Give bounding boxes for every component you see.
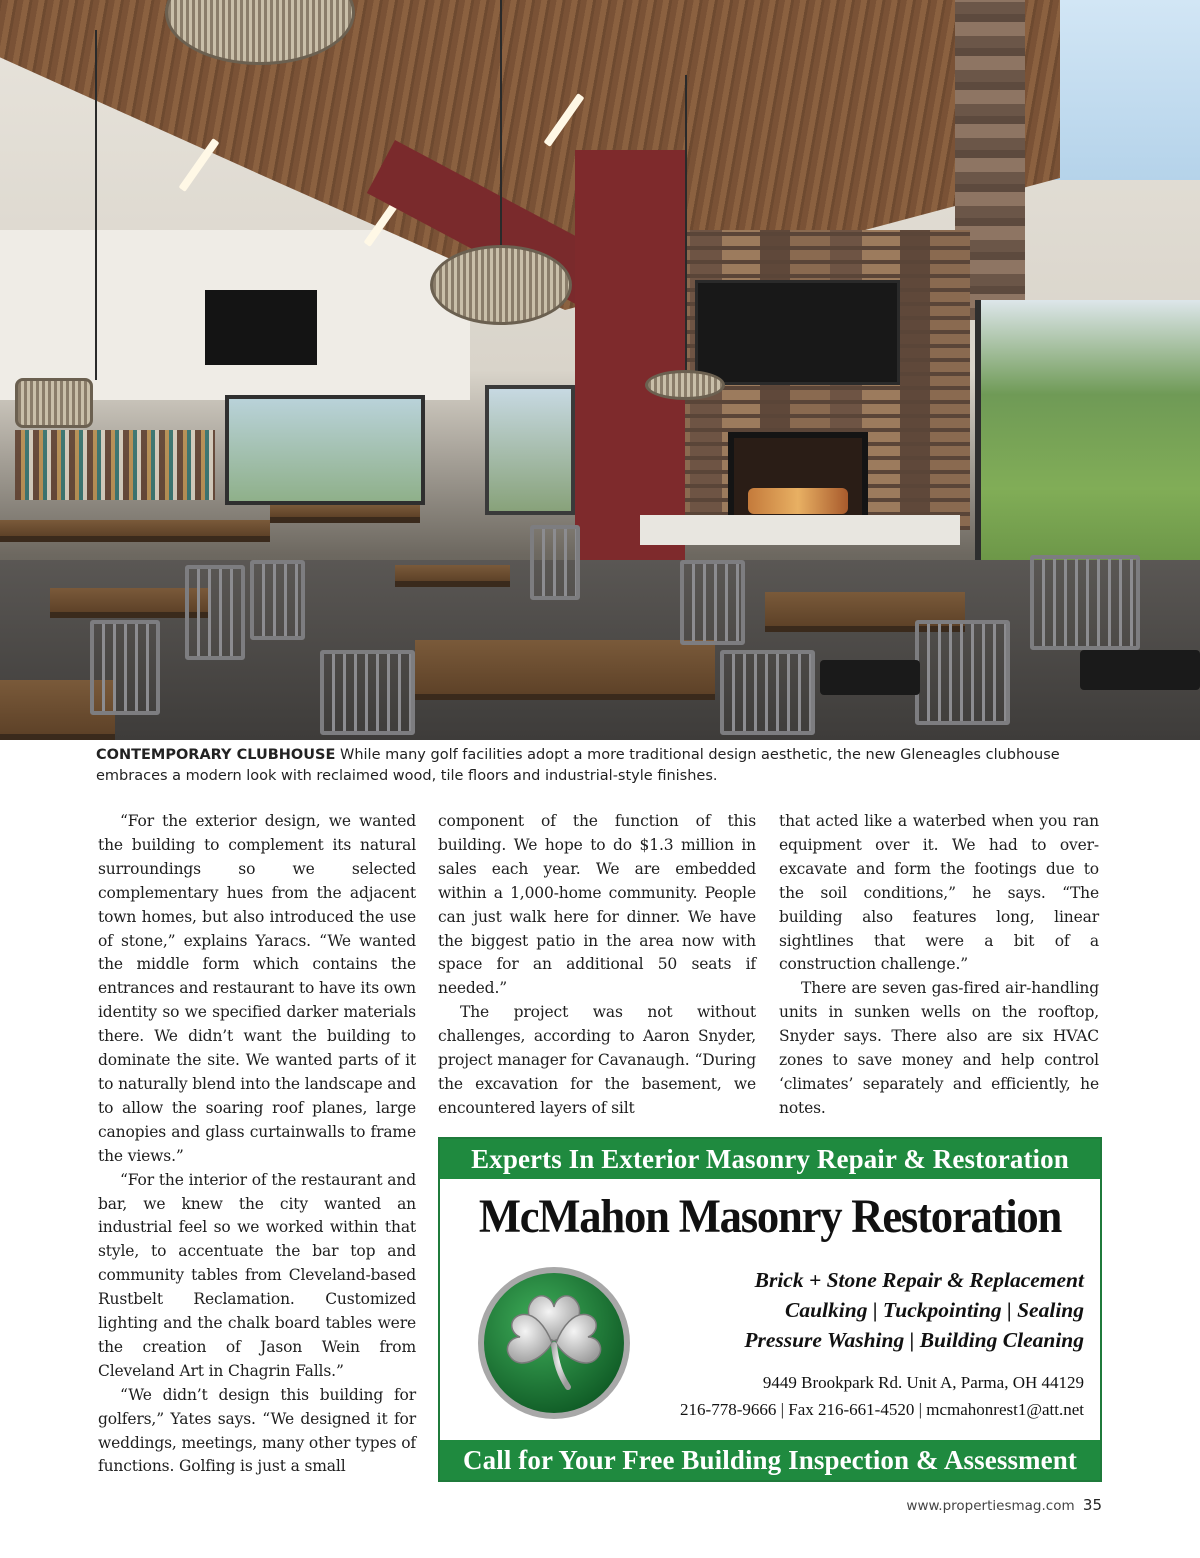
bar-shelf (15, 430, 215, 500)
mcmahon-masonry-ad[interactable] (438, 1137, 1102, 1482)
ad-company-name: McMahon Masonry Restoration (478, 1190, 1062, 1243)
article-paragraph: There are seven gas-fired air-handling units in sunken wells on the rooftop, Snyder says. There also are six HVAC zones to save money and help control ‘climates’ separately and efficiently, he notes. (779, 979, 1099, 1117)
community-table (270, 505, 420, 523)
dining-chair (320, 650, 415, 735)
dining-table (395, 565, 510, 587)
page-footer (906, 1496, 1102, 1514)
article-paragraph: “For the exterior design, we wanted the building to complement its natural surroundings so we selected complementary hues from the adjacent town homes, but also introduced the use of stone,” explains Yaracs. “We wanted the middle form which contains the entrances and restaurant to have its own identity so we specified darker materials there. We didn’t want the building to dominate the site. We wanted parts of it to naturally blend into the landscape and to allow the soaring roof planes, large canopies and glass curtainwalls to frame the views.” (98, 812, 416, 1165)
ad-service-line: Caulking | Tuckpointing | Sealing (785, 1298, 1084, 1322)
fireplace-tv (695, 280, 900, 385)
golf-course-window (975, 300, 1200, 570)
article-paragraph: “For the interior of the restaurant and bar, we knew the city wanted an industrial feel so we worked within that style, to accentuate the bar top and community tables from Cleveland-based Rustbelt Reclamation. Customized lighting and the chalk board tables were the creation of Jason Wein from Cleveland Art in Chagrin Falls.” (98, 1170, 416, 1380)
dining-chair (90, 620, 160, 715)
clubhouse-interior-photo (0, 0, 1200, 740)
ad-address: 9449 Brookpark Rd. Unit A, Parma, OH 44129 (762, 1373, 1084, 1392)
page-number: 35 (1082, 1496, 1102, 1514)
article-paragraph: component of the function of this building. We hope to do $1.3 million in sales each year. We are embedded within a 1,000-home community. People can just walk here for dinner. We have the biggest patio in the area now with space for an additional 50 seats if needed.” (438, 812, 756, 998)
ad-contact-block (564, 1369, 1084, 1423)
chair-seat (1080, 650, 1200, 690)
ad-phone-fax-email[interactable]: 216-778-9666 | Fax 216-661-4520 | mcmahonrest1@att.net (680, 1400, 1084, 1419)
caption-text: While many golf facilities adopt a more traditional design aesthetic, the new Gleneagles clubhouse embraces a modern look with reclaimed wood, tile floors and industrial-style finishes. (96, 747, 1060, 784)
article-paragraph: that acted like a waterbed when you ran equipment over it. We had to over-excavate and form the footings due to the soil conditions,” he says. “The building also features long, linear sightlines that were a bit of a construction challenge.” (779, 812, 1099, 974)
article-paragraph: “We didn’t design this building for golfers,” Yates says. “We designed it for weddings, meetings, many other types of functions. Golfing is just a small (98, 1385, 416, 1476)
dining-chair (530, 525, 580, 600)
dining-chair (250, 560, 305, 640)
article-column-3 (779, 810, 1099, 1121)
dining-chair (720, 650, 815, 735)
ad-service-line: Pressure Washing | Building Cleaning (744, 1328, 1084, 1352)
dining-table (415, 640, 715, 700)
dining-chair (185, 565, 245, 660)
community-table (0, 520, 270, 542)
pendant-light (645, 370, 725, 400)
pendant-cord (95, 30, 97, 380)
fireplace-logs (748, 488, 848, 514)
photo-caption (96, 745, 1106, 787)
dining-chair (1030, 555, 1140, 650)
ad-top-banner: Experts In Exterior Masonry Repair & Restoration (440, 1139, 1100, 1179)
pendant-cord (500, 0, 502, 250)
ad-bottom-banner: Call for Your Free Building Inspection & Assessment (440, 1440, 1100, 1480)
pendant-light (430, 245, 572, 325)
article-column-2 (438, 810, 756, 1121)
article-paragraph: The project was not without challenges, according to Aaron Snyder, project manager for Cavanaugh. “During the excavation for the basement, we encountered layers of silt (438, 1003, 756, 1117)
pendant-light (15, 378, 93, 428)
dining-chair (680, 560, 745, 645)
hearth-ledge (640, 515, 960, 545)
ad-service-line: Brick + Stone Repair & Replacement (754, 1268, 1084, 1292)
wall-tv (205, 290, 317, 365)
entry-window (485, 385, 575, 515)
ad-services-list (664, 1265, 1084, 1355)
article-column-1 (98, 810, 416, 1479)
dining-chair (915, 620, 1010, 725)
bar-window (225, 395, 425, 505)
chair-seat (820, 660, 920, 695)
footer-website[interactable]: www.propertiesmag.com (906, 1498, 1075, 1514)
pendant-cord (685, 75, 687, 375)
caption-headline: CONTEMPORARY CLUBHOUSE (96, 747, 336, 763)
